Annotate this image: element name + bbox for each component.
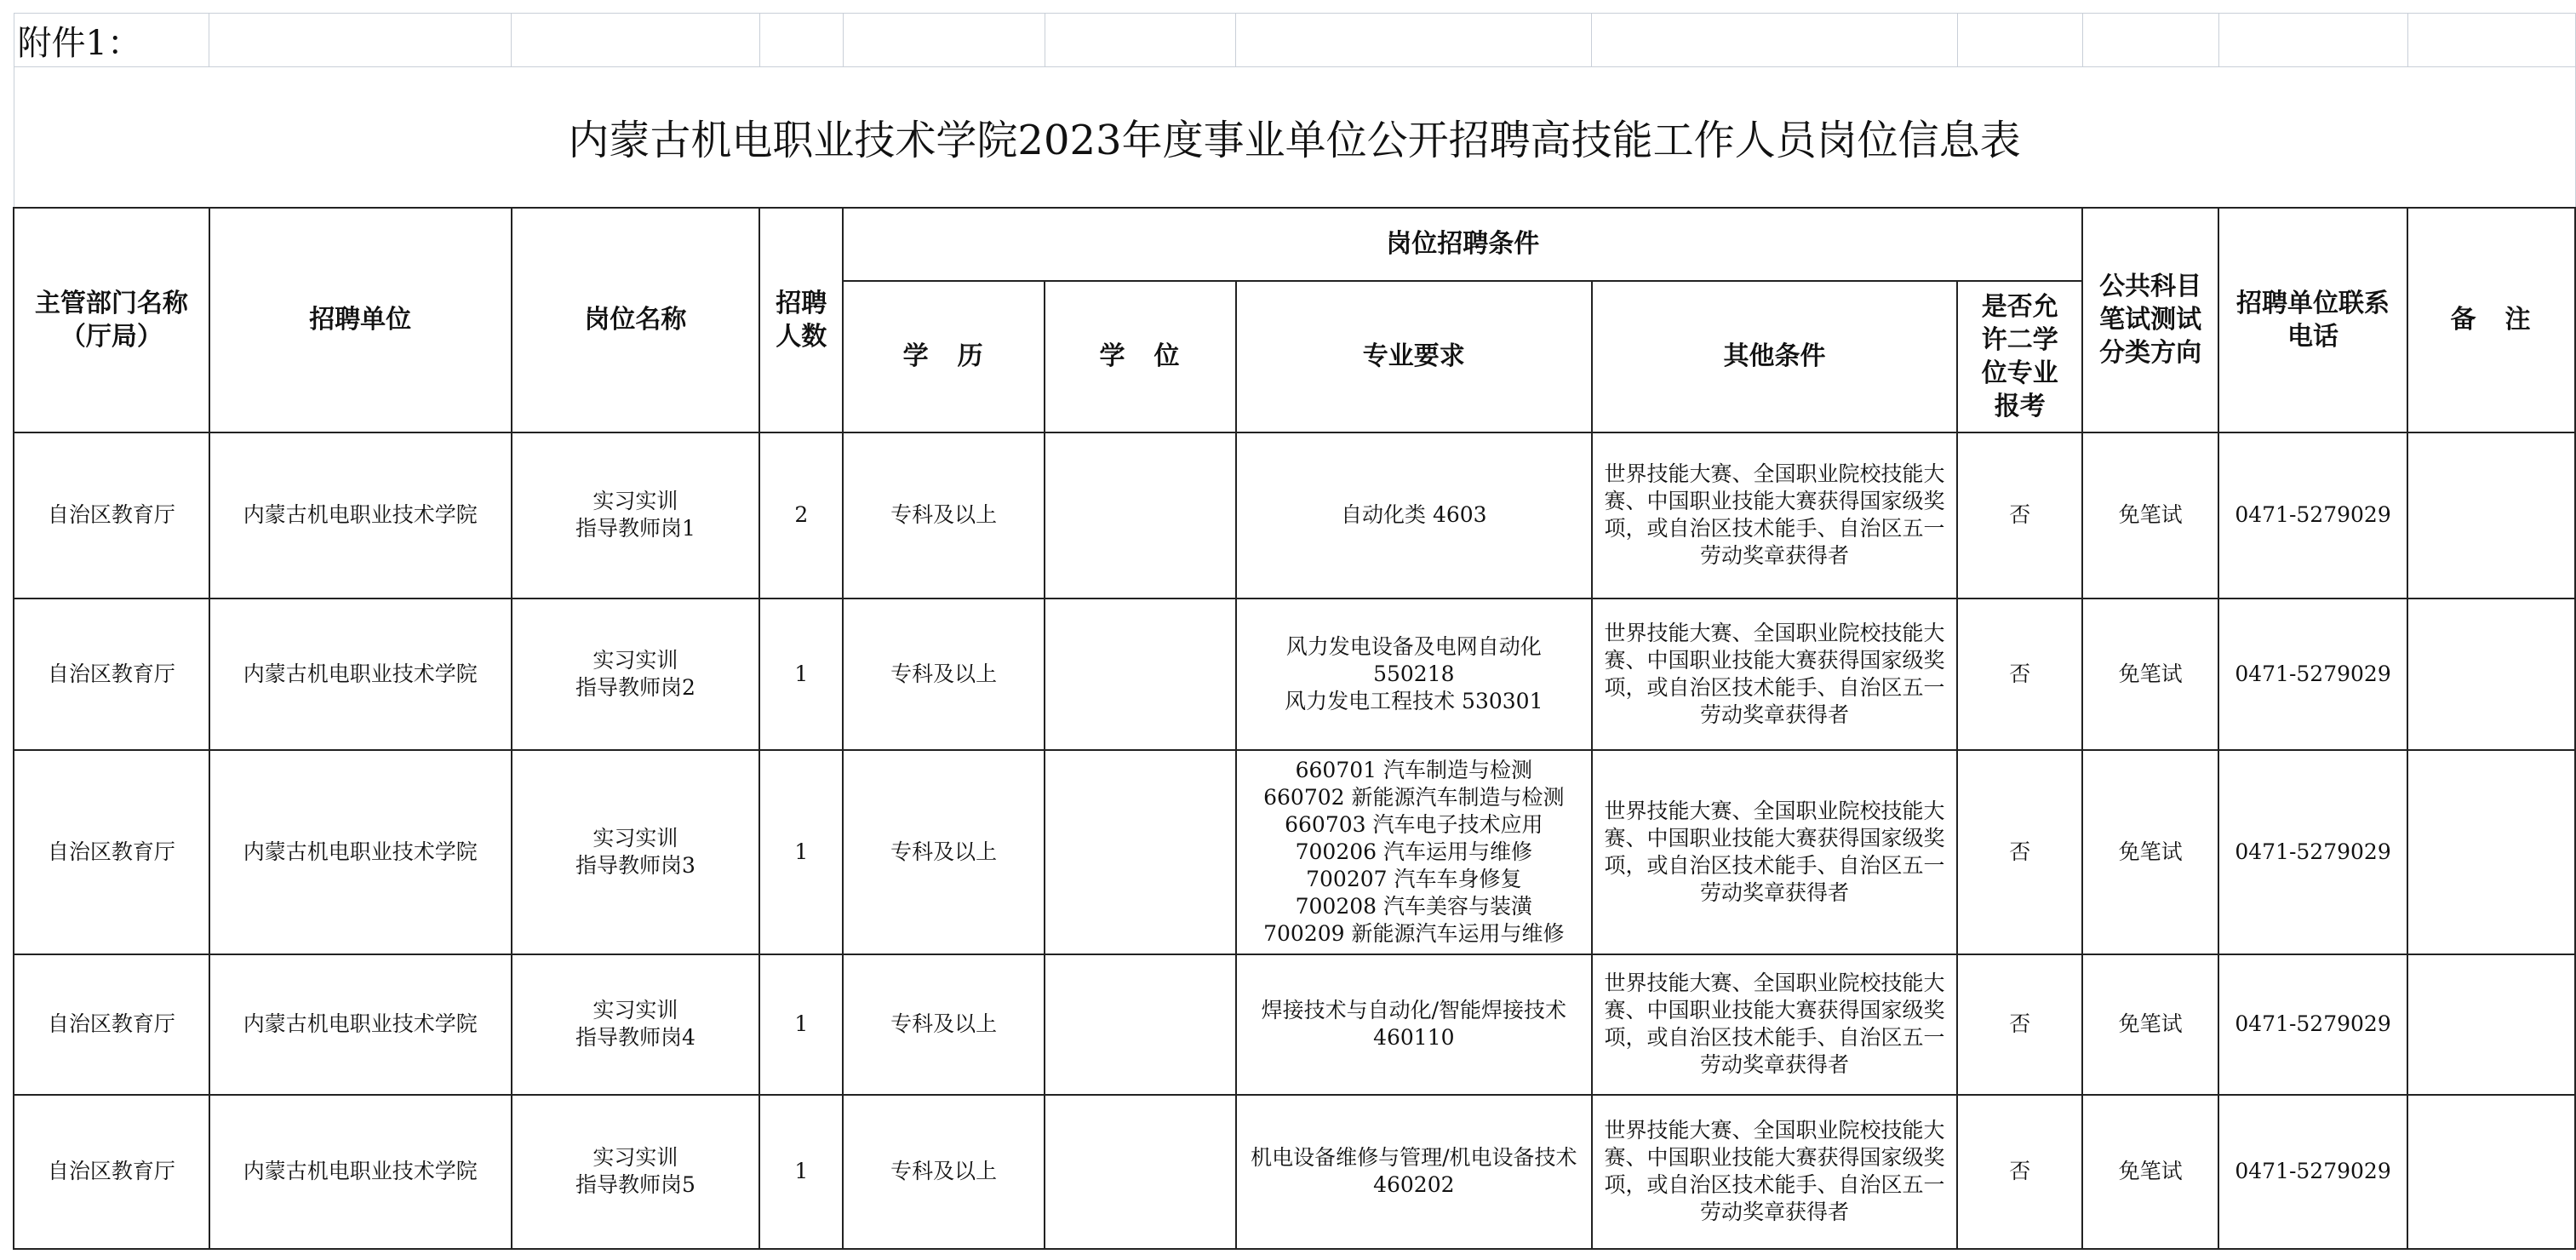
exam-cell[interactable]: 免笔试 (2082, 954, 2218, 1095)
phone-cell[interactable]: 0471-5279029 (2218, 750, 2407, 954)
header-degree[interactable]: 学 位 (1045, 281, 1236, 432)
remarks-cell[interactable] (2407, 432, 2575, 598)
second-degree-cell[interactable]: 否 (1957, 598, 2082, 750)
second-degree-cell[interactable]: 否 (1957, 954, 2082, 1095)
unit-cell[interactable]: 内蒙古机电职业技术学院 (209, 954, 512, 1095)
table-row (14, 750, 2575, 954)
position-cell[interactable]: 实习实训 指导教师岗1 (512, 432, 760, 598)
count-cell[interactable]: 1 (759, 954, 843, 1095)
other-cell[interactable]: 世界技能大赛、全国职业院校技能大 赛、中国职业技能大赛获得国家级奖 项，或自治区技术能手、自治区五一 劳动奖章获得者 (1592, 954, 1958, 1095)
phone-cell[interactable]: 0471-5279029 (2218, 432, 2407, 598)
phone-cell[interactable]: 0471-5279029 (2218, 1095, 2407, 1249)
degree-cell[interactable] (1045, 598, 1236, 750)
count-cell[interactable]: 1 (759, 750, 843, 954)
header-major[interactable]: 专业要求 (1236, 281, 1592, 432)
empty-cell[interactable] (1592, 14, 1958, 67)
header-second-degree[interactable]: 是否允 许二学 位专业 报考 (1957, 281, 2082, 432)
unit-cell[interactable]: 内蒙古机电职业技术学院 (209, 1095, 512, 1249)
header-other[interactable]: 其他条件 (1592, 281, 1958, 432)
education-cell[interactable]: 专科及以上 (843, 954, 1045, 1095)
major-cell[interactable]: 660701 汽车制造与检测 660702 新能源汽车制造与检测 660703 汽车电子技术应用 700206 汽车运用与维修 700207 汽车车身修复 700208 汽车美容与装潢 700209 新能源汽车运用与维修 (1236, 750, 1592, 954)
second-degree-cell[interactable]: 否 (1957, 750, 2082, 954)
education-cell[interactable]: 专科及以上 (843, 598, 1045, 750)
header-unit[interactable]: 招聘单位 (209, 208, 512, 432)
other-cell[interactable]: 世界技能大赛、全国职业院校技能大 赛、中国职业技能大赛获得国家级奖 项，或自治区技术能手、自治区五一 劳动奖章获得者 (1592, 750, 1958, 954)
empty-cell[interactable] (512, 14, 760, 67)
position-cell[interactable]: 实习实训 指导教师岗3 (512, 750, 760, 954)
header-exam[interactable]: 公共科目 笔试测试 分类方向 (2082, 208, 2218, 432)
title-row (14, 67, 2575, 208)
header-remarks[interactable]: 备 注 (2407, 208, 2575, 432)
dept-cell[interactable]: 自治区教育厅 (14, 954, 209, 1095)
attachment-label[interactable]: 附件1： (14, 14, 209, 67)
remarks-cell[interactable] (2407, 750, 2575, 954)
position-cell[interactable]: 实习实训 指导教师岗5 (512, 1095, 760, 1249)
empty-cell[interactable] (1045, 14, 1236, 67)
table-row (14, 598, 2575, 750)
other-cell[interactable]: 世界技能大赛、全国职业院校技能大 赛、中国职业技能大赛获得国家级奖 项，或自治区技术能手、自治区五一 劳动奖章获得者 (1592, 432, 1958, 598)
empty-cell[interactable] (1236, 14, 1592, 67)
page-title[interactable]: 内蒙古机电职业技术学院2023年度事业单位公开招聘高技能工作人员岗位信息表 (14, 67, 2575, 208)
other-cell[interactable]: 世界技能大赛、全国职业院校技能大 赛、中国职业技能大赛获得国家级奖 项，或自治区技术能手、自治区五一 劳动奖章获得者 (1592, 1095, 1958, 1249)
education-cell[interactable]: 专科及以上 (843, 750, 1045, 954)
other-cell[interactable]: 世界技能大赛、全国职业院校技能大 赛、中国职业技能大赛获得国家级奖 项，或自治区技术能手、自治区五一 劳动奖章获得者 (1592, 598, 1958, 750)
position-cell[interactable]: 实习实训 指导教师岗2 (512, 598, 760, 750)
dept-cell[interactable]: 自治区教育厅 (14, 598, 209, 750)
major-cell[interactable]: 自动化类 4603 (1236, 432, 1592, 598)
dept-cell[interactable]: 自治区教育厅 (14, 750, 209, 954)
job-info-table (13, 13, 2576, 1250)
unit-cell[interactable]: 内蒙古机电职业技术学院 (209, 432, 512, 598)
unit-cell[interactable]: 内蒙古机电职业技术学院 (209, 598, 512, 750)
remarks-cell[interactable] (2407, 954, 2575, 1095)
dept-cell[interactable]: 自治区教育厅 (14, 432, 209, 598)
exam-cell[interactable]: 免笔试 (2082, 1095, 2218, 1249)
table-row (14, 432, 2575, 598)
position-cell[interactable]: 实习实训 指导教师岗4 (512, 954, 760, 1095)
empty-cell[interactable] (759, 14, 843, 67)
education-cell[interactable]: 专科及以上 (843, 432, 1045, 598)
header-position[interactable]: 岗位名称 (512, 208, 760, 432)
remarks-cell[interactable] (2407, 1095, 2575, 1249)
remarks-cell[interactable] (2407, 598, 2575, 750)
exam-cell[interactable]: 免笔试 (2082, 598, 2218, 750)
attachment-row (14, 14, 2575, 67)
empty-cell[interactable] (2407, 14, 2575, 67)
empty-cell[interactable] (209, 14, 512, 67)
phone-cell[interactable]: 0471-5279029 (2218, 954, 2407, 1095)
header-phone[interactable]: 招聘单位联系 电话 (2218, 208, 2407, 432)
header-dept[interactable]: 主管部门名称 （厅局） (14, 208, 209, 432)
dept-cell[interactable]: 自治区教育厅 (14, 1095, 209, 1249)
count-cell[interactable]: 1 (759, 1095, 843, 1249)
unit-cell[interactable]: 内蒙古机电职业技术学院 (209, 750, 512, 954)
header-row-1 (14, 208, 2575, 281)
major-cell[interactable]: 风力发电设备及电网自动化 550218 风力发电工程技术 530301 (1236, 598, 1592, 750)
degree-cell[interactable] (1045, 432, 1236, 598)
exam-cell[interactable]: 免笔试 (2082, 750, 2218, 954)
exam-cell[interactable]: 免笔试 (2082, 432, 2218, 598)
degree-cell[interactable] (1045, 750, 1236, 954)
second-degree-cell[interactable]: 否 (1957, 432, 2082, 598)
empty-cell[interactable] (843, 14, 1045, 67)
count-cell[interactable]: 1 (759, 598, 843, 750)
major-cell[interactable]: 机电设备维修与管理/机电设备技术 460202 (1236, 1095, 1592, 1249)
header-education[interactable]: 学 历 (843, 281, 1045, 432)
table-body (14, 432, 2575, 1249)
degree-cell[interactable] (1045, 954, 1236, 1095)
major-cell[interactable]: 焊接技术与自动化/智能焊接技术 460110 (1236, 954, 1592, 1095)
table-row (14, 954, 2575, 1095)
empty-cell[interactable] (2218, 14, 2407, 67)
phone-cell[interactable]: 0471-5279029 (2218, 598, 2407, 750)
empty-cell[interactable] (1957, 14, 2082, 67)
second-degree-cell[interactable]: 否 (1957, 1095, 2082, 1249)
degree-cell[interactable] (1045, 1095, 1236, 1249)
count-cell[interactable]: 2 (759, 432, 843, 598)
header-count[interactable]: 招聘 人数 (759, 208, 843, 432)
empty-cell[interactable] (2082, 14, 2218, 67)
header-conditions[interactable]: 岗位招聘条件 (843, 208, 2082, 281)
education-cell[interactable]: 专科及以上 (843, 1095, 1045, 1249)
table-row (14, 1095, 2575, 1249)
